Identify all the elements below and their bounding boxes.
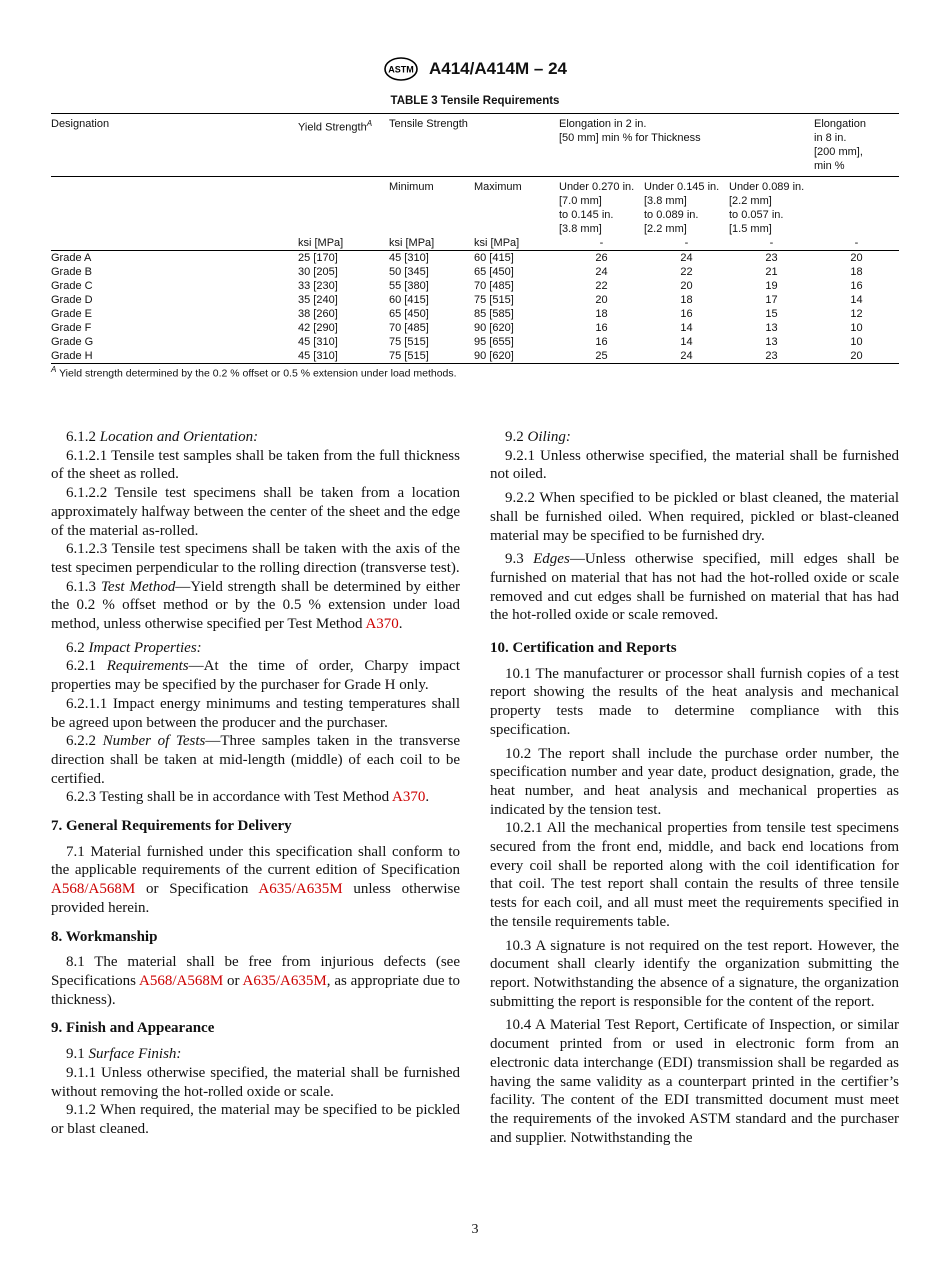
table-row [51, 321, 899, 335]
subheader-minimum: Minimum [389, 177, 474, 237]
section-10-heading: 10. Certification and Reports [490, 640, 677, 657]
para-10-2-1: 10.2.1 All the mechanical properties from tensile test specimens secured from the front end, middle, and back end locations from every coil shall be reported along with the coil identification for that coil. The test report shall contain the results of three tensile tests for each coil, and all must meet the requirements specified in the tensile requirements table. [490, 820, 899, 930]
cell-elong-1: 16 [595, 336, 608, 348]
unit-dash: - [684, 237, 689, 249]
cell-elong-1: 18 [595, 308, 608, 320]
cell-min: 75 [515] [389, 336, 429, 348]
cell-min: 75 [515] [389, 349, 474, 364]
cell-grade: Grade A [51, 251, 298, 266]
para-9-3: 9.3 Edges—Unless otherwise specified, mill edges shall be furnished on material that has not had the hot-rolled oxide or scale removed and cut edges shall be furnished on material that has had the hot-rolled oxide or scale removed. [490, 551, 899, 624]
cell-elong-8in: 12 [850, 308, 863, 320]
link-a635[interactable]: A635/A635M [258, 881, 343, 898]
cell-yield: 38 [260] [298, 308, 338, 320]
para-6-1-2-1: 6.1.2.1 Tensile test samples shall be taken from the full thickness of the sheet as rolled. [51, 447, 460, 483]
cell-yield: 33 [230] [298, 280, 338, 292]
left-column [51, 428, 460, 1139]
cell-elong-8in: 20 [814, 251, 899, 266]
cell-elong-3: 19 [765, 280, 778, 292]
para-9-2: 9.2 Oiling: [505, 429, 571, 445]
cell-elong-3: 21 [765, 266, 778, 278]
cell-elong-3: 23 [729, 349, 814, 364]
header-elongation-8in: Elongation in 8 in. [200 mm], min % [814, 114, 899, 177]
para-6-2-1: 6.2.1 Requirements—At the time of order, Charpy impact properties may be specified by the purchaser for Grade H only. [51, 658, 460, 694]
cell-elong-2: 14 [680, 336, 693, 348]
cell-grade: Grade C [51, 280, 93, 292]
header-designation: Designation [51, 114, 298, 177]
document-code: A414/A414M – 24 [429, 59, 567, 78]
cell-max: 90 [620] [474, 349, 559, 364]
table-row [51, 265, 899, 279]
link-a635[interactable]: A635/A635M [242, 972, 327, 989]
tensile-requirements-table [51, 113, 899, 364]
cell-grade: Grade D [51, 294, 93, 306]
cell-elong-8in: 10 [850, 336, 863, 348]
cell-yield: 25 [170] [298, 251, 389, 266]
para-9-2-2: 9.2.2 When specified to be pickled or blast cleaned, the material shall be furnished oiled. When required, pickled or blast-cleaned material may be specified to be furnished dry. [490, 490, 899, 544]
cell-elong-2: 24 [644, 349, 729, 364]
page-number: 3 [471, 1222, 479, 1237]
para-6-1-2: 6.1.2 Location and Orientation: [66, 429, 259, 445]
section-9-heading: 9. Finish and Appearance [51, 1020, 215, 1037]
cell-yield: 45 [310] [298, 349, 389, 364]
section-7-heading: 7. General Requirements for Delivery [51, 818, 292, 835]
para-6-1-2-3: 6.1.2.3 Tensile test specimens shall be taken with the axis of the test specimen perpendicular to the rolling direction (transverse test). [51, 541, 460, 576]
para-10-3: 10.3 A signature is not required on the test report. However, the document shall clearly identify the organization submitting the report. Notwithstanding the absence of a signature, the organization submitting the report is responsible for the content of the report. [490, 937, 899, 1010]
unit-yield: ksi [MPa] [298, 237, 344, 249]
table-body [51, 251, 899, 364]
unit-min: ksi [MPa] [389, 237, 435, 249]
cell-elong-1: 25 [559, 349, 644, 364]
para-6-2-1-1: 6.2.1.1 Impact energy minimums and testing temperatures shall be agreed upon between the producer and the purchaser. [51, 695, 460, 731]
para-9-1-2: 9.1.2 When required, the material may be specified to be pickled or blast cleaned. [51, 1102, 460, 1137]
cell-max: 70 [485] [474, 280, 514, 292]
cell-max: 75 [515] [474, 294, 514, 306]
cell-min: 60 [415] [389, 294, 429, 306]
cell-grade: Grade G [51, 336, 94, 348]
cell-yield: 42 [290] [298, 322, 338, 334]
cell-min: 50 [345] [389, 266, 429, 278]
table-footnote: $^A$ Yield strength determined by the 0.2 % offset or 0.5 % extension under load methods. [51, 365, 457, 380]
cell-elong-2: 22 [680, 266, 693, 278]
cell-elong-1: 24 [595, 266, 608, 278]
table-units-row [51, 236, 899, 251]
link-a568[interactable]: A568/A568M [139, 972, 224, 989]
cell-grade: Grade B [51, 266, 92, 278]
cell-elong-3: 13 [765, 322, 778, 334]
cell-elong-3: 23 [729, 251, 814, 266]
para-10-2: 10.2 The report shall include the purchase order number, the specification number and year date, product designation, grade, the heat number, and heat analysis and mechanical properties as indicated by the tension test. [490, 745, 899, 818]
subheader-thickness-2: Under 0.145 in. [3.8 mm] to 0.089 in. [2.2 mm] [644, 177, 729, 237]
para-9-1: 9.1 Surface Finish: [66, 1046, 182, 1063]
unit-max: ksi [MPa] [474, 237, 520, 249]
cell-elong-1: 26 [559, 251, 644, 266]
cell-min: 55 [380] [389, 280, 429, 292]
cell-max: 60 [415] [474, 251, 559, 266]
para-6-2: 6.2 Impact Properties: [66, 639, 202, 656]
header-yield-strength: Yield Strength$^A$ [298, 114, 389, 177]
header-tensile-strength: Tensile Strength [389, 114, 559, 177]
unit-dash: - [769, 237, 774, 249]
link-a370[interactable]: A370 [365, 616, 399, 633]
cell-max: 65 [450] [474, 266, 514, 278]
cell-elong-1: 16 [595, 322, 608, 334]
page-header [0, 57, 950, 81]
para-9-1-1: 9.1.1 Unless otherwise specified, the material shall be furnished without removing the hot-rolled oxide or scale. [51, 1064, 460, 1100]
cell-elong-2: 20 [680, 280, 693, 292]
cell-grade: Grade H [51, 349, 298, 364]
cell-max: 85 [585] [474, 308, 514, 320]
right-column [490, 428, 899, 1147]
para-6-1-3: 6.1.3 Test Method—Yield strength shall be determined by either the 0.2 % offset method or by the 0.5 % extension under load method, unless otherwise specified per Test Method A370. [51, 578, 460, 633]
cell-elong-8in: 16 [850, 280, 863, 292]
table-row [51, 251, 899, 266]
cell-elong-2: 14 [680, 322, 693, 334]
header-elongation-2in: Elongation in 2 in. [50 mm] min % for Thickness [559, 114, 814, 177]
cell-elong-8in: 20 [814, 349, 899, 364]
unit-dash: - [599, 237, 604, 249]
cell-elong-2: 18 [680, 294, 693, 306]
table-row [51, 307, 899, 321]
cell-elong-1: 22 [595, 280, 608, 292]
cell-max: 90 [620] [474, 322, 514, 334]
subheader-thickness-1: Under 0.270 in. [7.0 mm] to 0.145 in. [3.8 mm] [559, 177, 644, 237]
table-row [51, 279, 899, 293]
table-header-row [51, 114, 899, 177]
cell-min: 45 [310] [389, 251, 474, 266]
para-6-2-3: 6.2.3 Testing shall be in accordance with Test Method A370. [66, 789, 430, 806]
table-title: TABLE 3 Tensile Requirements [390, 95, 560, 107]
para-6-2-2: 6.2.2 Number of Tests—Three samples taken in the transverse direction shall be taken at mid-length (middle) of each coil to be certified. [51, 733, 460, 787]
cell-max: 95 [655] [474, 336, 514, 348]
para-6-1-2-2: 6.1.2.2 Tensile test specimens shall be taken from a location approximately halfway between the center of the sheet and the edge of the material as-rolled. [51, 485, 460, 539]
link-a568[interactable]: A568/A568M [51, 881, 136, 898]
astm-logo-text: ASTM [388, 64, 414, 75]
para-7-1: 7.1 Material furnished under this specification shall conform to the applicable requirements of the current edition of Specification A568/A568M or Specification A635/A635M unless otherwise provided herein. [51, 843, 460, 916]
table-subheader-row [51, 177, 899, 237]
table-row [51, 349, 899, 364]
table-row [51, 293, 899, 307]
cell-elong-3: 17 [765, 294, 778, 306]
para-8-1: 8.1 The material shall be free from injurious defects (see Specifications A568/A568M or A635/A635M, as appropriate due to thickness). [51, 954, 460, 1008]
cell-elong-2: 16 [680, 308, 693, 320]
cell-yield: 35 [240] [298, 294, 338, 306]
cell-elong-1: 20 [595, 294, 608, 306]
cell-elong-2: 24 [644, 251, 729, 266]
cell-elong-8in: 18 [850, 266, 863, 278]
section-8-heading: 8. Workmanship [51, 928, 158, 945]
subheader-thickness-3: Under 0.089 in. [2.2 mm] to 0.057 in. [1.5 mm] [729, 177, 814, 237]
cell-yield: 45 [310] [298, 336, 338, 348]
cell-grade: Grade E [51, 308, 92, 320]
cell-min: 65 [450] [389, 308, 429, 320]
cell-elong-3: 13 [765, 336, 778, 348]
para-9-2-1: 9.2.1 Unless otherwise specified, the material shall be furnished not oiled. [490, 447, 899, 483]
cell-grade: Grade F [51, 322, 92, 334]
link-a370[interactable]: A370 [392, 789, 426, 806]
cell-min: 70 [485] [389, 322, 429, 334]
table-row [51, 335, 899, 349]
cell-elong-8in: 14 [850, 294, 863, 306]
cell-elong-8in: 10 [850, 322, 863, 334]
cell-elong-3: 15 [765, 308, 778, 320]
cell-yield: 30 [205] [298, 266, 338, 278]
para-10-1: 10.1 The manufacturer or processor shall furnish copies of a test report showing the results of the heat analysis and mechanical property tests made to determine compliance with this specification. [490, 665, 899, 738]
subheader-maximum: Maximum [474, 177, 559, 237]
astm-logo-icon [383, 57, 419, 81]
para-10-4: 10.4 A Material Test Report, Certificate of Inspection, or similar document printed from or used in electronic form from an electronic data interchange (EDI) transmission shall be regarded as having the same validity as a counterpart printed in the certifier’s facility. The content of the EDI transmitted document must meet the requirements of the invoked ASTM standard and the purchaser and supplier. Notwithstanding the [490, 1017, 899, 1146]
unit-dash: - [854, 237, 859, 249]
